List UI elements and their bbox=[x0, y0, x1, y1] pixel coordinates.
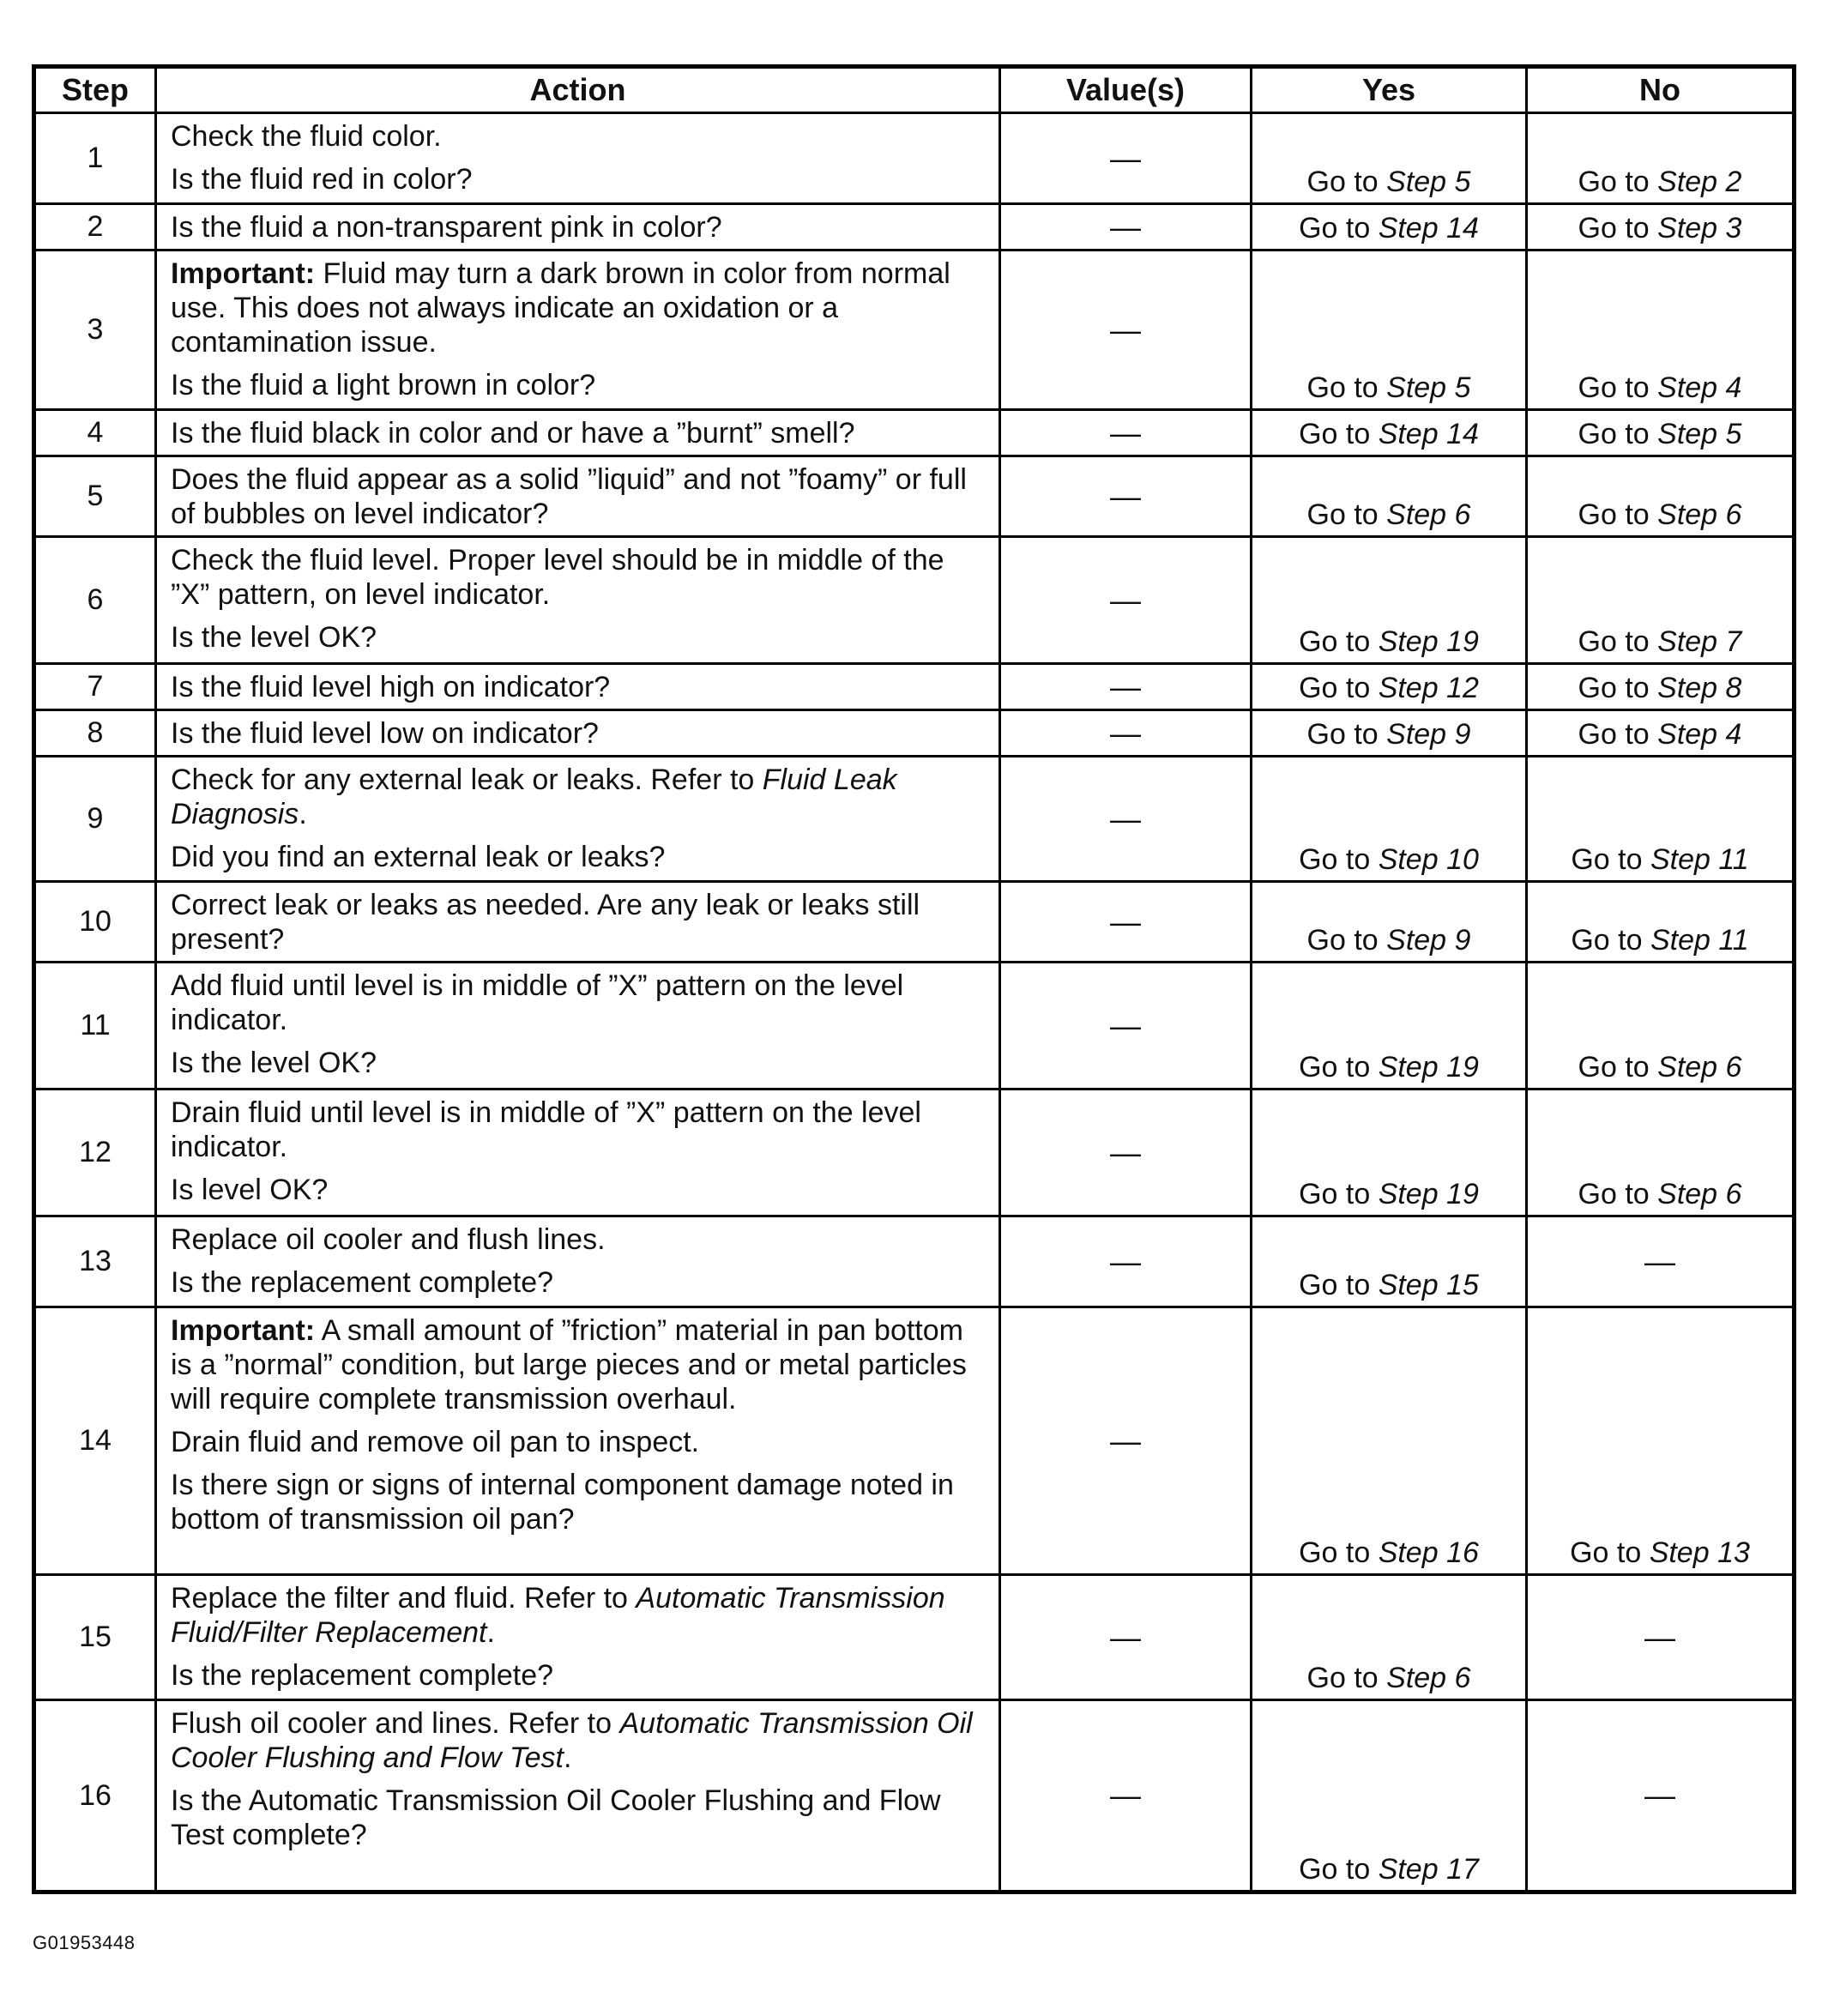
goto-step-ref: Step 6 bbox=[1386, 498, 1471, 531]
document-code: G01953448 bbox=[33, 1932, 136, 1953]
goto-step-ref: Step 6 bbox=[1657, 498, 1742, 531]
table-row bbox=[34, 882, 1795, 963]
value-cell: — bbox=[1000, 456, 1252, 537]
action-text-segment: . bbox=[486, 1616, 495, 1649]
goto-step-ref: Step 4 bbox=[1657, 371, 1742, 404]
action-text-segment: Is the level OK? bbox=[171, 621, 377, 654]
goto-prefix: Go to bbox=[1578, 1051, 1658, 1083]
header-action: Action bbox=[156, 67, 1000, 113]
header-values: Value(s) bbox=[1000, 67, 1252, 113]
goto-prefix: Go to bbox=[1578, 718, 1658, 751]
action-paragraph bbox=[171, 1468, 986, 1536]
action-text bbox=[156, 1089, 1000, 1216]
value-cell: — bbox=[1000, 710, 1252, 757]
goto-step-ref: Step 5 bbox=[1386, 166, 1471, 198]
no-goto bbox=[1527, 537, 1795, 664]
action-text bbox=[156, 456, 1000, 537]
action-text bbox=[156, 1216, 1000, 1307]
no-goto bbox=[1527, 250, 1795, 410]
goto-step-ref: Step 3 bbox=[1657, 212, 1742, 244]
goto-prefix: Go to bbox=[1299, 1178, 1379, 1210]
value-cell: — bbox=[1000, 1089, 1252, 1216]
goto-step-ref: Step 19 bbox=[1378, 1178, 1479, 1210]
goto-prefix: Go to bbox=[1299, 625, 1379, 658]
goto-step-ref: Step 11 bbox=[1650, 924, 1749, 957]
table-row bbox=[34, 757, 1795, 882]
goto-prefix: Go to bbox=[1578, 672, 1658, 704]
action-paragraph bbox=[171, 462, 986, 531]
action-paragraph bbox=[171, 1265, 986, 1300]
goto-prefix: Go to bbox=[1306, 166, 1387, 198]
action-text-segment: Replace the filter and fluid. Refer to bbox=[171, 1582, 636, 1615]
step-number: 7 bbox=[34, 664, 156, 710]
goto-prefix: Go to bbox=[1578, 166, 1658, 198]
action-text bbox=[156, 1700, 1000, 1892]
action-text-segment: Is the level OK? bbox=[171, 1047, 377, 1079]
action-text-segment: A small amount of ”friction” material in pan bottom is a ”normal” condition, but large pieces and or metal particles will require complete transmission overhaul. bbox=[171, 1314, 967, 1415]
no-goto bbox=[1527, 710, 1795, 757]
goto-step-ref: Step 19 bbox=[1378, 625, 1479, 658]
value-cell: — bbox=[1000, 113, 1252, 204]
no-goto bbox=[1527, 1089, 1795, 1216]
action-text bbox=[156, 664, 1000, 710]
goto-prefix: Go to bbox=[1571, 924, 1650, 957]
action-paragraph bbox=[171, 1581, 986, 1650]
action-text-segment: Check the fluid color. bbox=[171, 120, 442, 153]
table-row bbox=[34, 1575, 1795, 1700]
action-text-segment: Is the fluid level high on indicator? bbox=[171, 671, 611, 703]
goto-step-ref: Step 10 bbox=[1378, 843, 1479, 876]
goto-step-ref: Step 5 bbox=[1657, 418, 1742, 450]
yes-goto bbox=[1252, 710, 1527, 757]
table-row bbox=[34, 113, 1795, 204]
action-text bbox=[156, 882, 1000, 963]
goto-prefix: Go to bbox=[1299, 672, 1379, 704]
action-paragraph bbox=[171, 257, 986, 359]
step-number: 2 bbox=[34, 204, 156, 250]
goto-step-ref: Step 14 bbox=[1378, 418, 1479, 450]
yes-goto bbox=[1252, 250, 1527, 410]
action-text bbox=[156, 250, 1000, 410]
goto-prefix: Go to bbox=[1306, 924, 1387, 957]
goto-prefix: Go to bbox=[1299, 212, 1379, 244]
table-row bbox=[34, 664, 1795, 710]
value-cell: — bbox=[1000, 963, 1252, 1089]
action-text-segment: Is the replacement complete? bbox=[171, 1266, 554, 1299]
action-text-segment: Correct leak or leaks as needed. Are any leak or leaks still present? bbox=[171, 889, 920, 956]
action-paragraph bbox=[171, 416, 986, 450]
goto-prefix: Go to bbox=[1299, 1536, 1379, 1569]
yes-goto bbox=[1252, 963, 1527, 1089]
step-number: 13 bbox=[34, 1216, 156, 1307]
goto-step-ref: Step 6 bbox=[1386, 1662, 1471, 1694]
yes-goto bbox=[1252, 410, 1527, 456]
step-number: 5 bbox=[34, 456, 156, 537]
step-number: 11 bbox=[34, 963, 156, 1089]
goto-prefix: Go to bbox=[1571, 843, 1650, 876]
header-no: No bbox=[1527, 67, 1795, 113]
action-paragraph bbox=[171, 543, 986, 612]
table-header bbox=[34, 67, 1795, 113]
no-goto bbox=[1527, 410, 1795, 456]
goto-prefix: Go to bbox=[1578, 1178, 1658, 1210]
value-cell: — bbox=[1000, 537, 1252, 664]
diagnostic-table bbox=[32, 64, 1796, 1894]
yes-goto bbox=[1252, 664, 1527, 710]
action-text bbox=[156, 1307, 1000, 1575]
no-goto bbox=[1527, 757, 1795, 882]
step-number: 14 bbox=[34, 1307, 156, 1575]
action-text-segment: Did you find an external leak or leaks? bbox=[171, 841, 666, 873]
action-text bbox=[156, 963, 1000, 1089]
table-row bbox=[34, 1089, 1795, 1216]
table-row bbox=[34, 250, 1795, 410]
action-text bbox=[156, 1575, 1000, 1700]
step-number: 3 bbox=[34, 250, 156, 410]
goto-prefix: Go to bbox=[1306, 718, 1387, 751]
action-paragraph bbox=[171, 1706, 986, 1775]
yes-goto bbox=[1252, 1700, 1527, 1892]
yes-goto bbox=[1252, 1575, 1527, 1700]
value-cell: — bbox=[1000, 1307, 1252, 1575]
action-paragraph bbox=[171, 1222, 986, 1257]
header-yes: Yes bbox=[1252, 67, 1527, 113]
yes-goto bbox=[1252, 1307, 1527, 1575]
table-row bbox=[34, 410, 1795, 456]
action-text-segment: Is the fluid level low on indicator? bbox=[171, 717, 599, 750]
action-paragraph bbox=[171, 1046, 986, 1080]
action-text-segment: Check the fluid level. Proper level should be in middle of the ”X” pattern, on level indicator. bbox=[171, 544, 944, 611]
step-number: 15 bbox=[34, 1575, 156, 1700]
action-text bbox=[156, 757, 1000, 882]
value-cell: — bbox=[1000, 1700, 1252, 1892]
reference-link-text: Automatic Transmission Oil Cooler Flushing and Flow Test bbox=[171, 1707, 973, 1774]
value-cell: — bbox=[1000, 410, 1252, 456]
goto-step-ref: Step 4 bbox=[1657, 718, 1742, 751]
table-row bbox=[34, 204, 1795, 250]
goto-step-ref: Step 6 bbox=[1657, 1051, 1742, 1083]
value-cell: — bbox=[1000, 1575, 1252, 1700]
no-none: — bbox=[1527, 1575, 1795, 1700]
action-text-segment: . bbox=[563, 1741, 572, 1774]
goto-prefix: Go to bbox=[1299, 843, 1379, 876]
goto-step-ref: Step 7 bbox=[1657, 625, 1742, 658]
no-none: — bbox=[1527, 1700, 1795, 1892]
goto-prefix: Go to bbox=[1299, 1269, 1379, 1301]
action-text-segment: Is the fluid red in color? bbox=[171, 163, 473, 196]
action-paragraph bbox=[171, 716, 986, 751]
no-goto bbox=[1527, 113, 1795, 204]
table-row bbox=[34, 456, 1795, 537]
yes-goto bbox=[1252, 113, 1527, 204]
value-cell: — bbox=[1000, 882, 1252, 963]
goto-step-ref: Step 11 bbox=[1650, 843, 1749, 876]
goto-step-ref: Step 14 bbox=[1378, 212, 1479, 244]
step-number: 8 bbox=[34, 710, 156, 757]
goto-step-ref: Step 2 bbox=[1657, 166, 1742, 198]
action-paragraph bbox=[171, 368, 986, 402]
goto-step-ref: Step 16 bbox=[1378, 1536, 1479, 1569]
action-paragraph bbox=[171, 119, 986, 154]
goto-prefix: Go to bbox=[1299, 1051, 1379, 1083]
action-paragraph bbox=[171, 888, 986, 957]
action-text-segment: Replace oil cooler and flush lines. bbox=[171, 1223, 606, 1256]
goto-prefix: Go to bbox=[1299, 418, 1379, 450]
no-goto bbox=[1527, 204, 1795, 250]
action-text bbox=[156, 537, 1000, 664]
goto-step-ref: Step 6 bbox=[1657, 1178, 1742, 1210]
goto-step-ref: Step 9 bbox=[1386, 718, 1471, 751]
action-text-segment: Add fluid until level is in middle of ”X” pattern on the level indicator. bbox=[171, 969, 904, 1036]
step-number: 6 bbox=[34, 537, 156, 664]
table-row bbox=[34, 1307, 1795, 1575]
reference-link-text: Automatic Transmission Fluid/Filter Replacement bbox=[171, 1582, 945, 1649]
action-text-segment: Is the fluid a non-transparent pink in color? bbox=[171, 211, 722, 244]
no-goto bbox=[1527, 882, 1795, 963]
action-paragraph bbox=[171, 210, 986, 244]
table-row bbox=[34, 537, 1795, 664]
action-paragraph bbox=[171, 1784, 986, 1852]
action-text-segment: Drain fluid and remove oil pan to inspect. bbox=[171, 1426, 700, 1458]
goto-step-ref: Step 15 bbox=[1378, 1269, 1479, 1301]
action-paragraph bbox=[171, 1658, 986, 1693]
header-step: Step bbox=[34, 67, 156, 113]
action-text-segment: Is the Automatic Transmission Oil Cooler Flushing and Flow Test complete? bbox=[171, 1784, 941, 1851]
yes-goto bbox=[1252, 537, 1527, 664]
action-text bbox=[156, 113, 1000, 204]
table-row bbox=[34, 1700, 1795, 1892]
action-paragraph bbox=[171, 620, 986, 655]
table-row bbox=[34, 963, 1795, 1089]
action-text-segment: Is the fluid a light brown in color? bbox=[171, 369, 596, 401]
step-number: 1 bbox=[34, 113, 156, 204]
yes-goto bbox=[1252, 456, 1527, 537]
value-cell: — bbox=[1000, 204, 1252, 250]
yes-goto bbox=[1252, 204, 1527, 250]
action-paragraph bbox=[171, 969, 986, 1037]
table-row bbox=[34, 1216, 1795, 1307]
header-row bbox=[34, 67, 1795, 113]
important-label: Important: bbox=[171, 1314, 316, 1347]
yes-goto bbox=[1252, 882, 1527, 963]
yes-goto bbox=[1252, 1089, 1527, 1216]
action-paragraph bbox=[171, 670, 986, 704]
action-text-segment: Check for any external leak or leaks. Refer to bbox=[171, 764, 763, 796]
goto-step-ref: Step 5 bbox=[1386, 371, 1471, 404]
no-goto bbox=[1527, 1307, 1795, 1575]
yes-goto bbox=[1252, 757, 1527, 882]
goto-prefix: Go to bbox=[1578, 498, 1658, 531]
action-text bbox=[156, 204, 1000, 250]
goto-prefix: Go to bbox=[1306, 371, 1387, 404]
action-text-segment: Flush oil cooler and lines. Refer to bbox=[171, 1707, 620, 1740]
table-row bbox=[34, 710, 1795, 757]
goto-step-ref: Step 19 bbox=[1378, 1051, 1479, 1083]
goto-prefix: Go to bbox=[1306, 498, 1387, 531]
action-paragraph bbox=[171, 1313, 986, 1416]
important-label: Important: bbox=[171, 257, 316, 290]
step-number: 10 bbox=[34, 882, 156, 963]
no-goto bbox=[1527, 963, 1795, 1089]
goto-prefix: Go to bbox=[1578, 418, 1658, 450]
action-text-segment: . bbox=[299, 798, 307, 830]
no-none: — bbox=[1527, 1216, 1795, 1307]
goto-step-ref: Step 13 bbox=[1649, 1536, 1750, 1569]
goto-step-ref: Step 12 bbox=[1378, 672, 1479, 704]
action-paragraph bbox=[171, 763, 986, 831]
goto-prefix: Go to bbox=[1578, 371, 1658, 404]
value-cell: — bbox=[1000, 250, 1252, 410]
goto-prefix: Go to bbox=[1306, 1662, 1387, 1694]
action-text-segment: Fluid may turn a dark brown in color from normal use. This does not always indicate an oxidation or a contamination issue. bbox=[171, 257, 950, 359]
action-paragraph bbox=[171, 1173, 986, 1207]
action-paragraph bbox=[171, 1425, 986, 1459]
goto-step-ref: Step 17 bbox=[1378, 1853, 1479, 1886]
action-text bbox=[156, 710, 1000, 757]
action-text-segment: Does the fluid appear as a solid ”liquid” and not ”foamy” or full of bubbles on level indicator? bbox=[171, 463, 967, 530]
action-paragraph bbox=[171, 162, 986, 196]
value-cell: — bbox=[1000, 1216, 1252, 1307]
value-cell: — bbox=[1000, 757, 1252, 882]
yes-goto bbox=[1252, 1216, 1527, 1307]
no-goto bbox=[1527, 456, 1795, 537]
goto-step-ref: Step 9 bbox=[1386, 924, 1471, 957]
step-number: 16 bbox=[34, 1700, 156, 1892]
goto-prefix: Go to bbox=[1578, 212, 1658, 244]
goto-prefix: Go to bbox=[1570, 1536, 1650, 1569]
no-goto bbox=[1527, 664, 1795, 710]
action-paragraph bbox=[171, 840, 986, 874]
action-text-segment: Is the replacement complete? bbox=[171, 1659, 554, 1692]
action-text-segment: Is the fluid black in color and or have a ”burnt” smell? bbox=[171, 417, 855, 450]
goto-prefix: Go to bbox=[1299, 1853, 1379, 1886]
step-number: 4 bbox=[34, 410, 156, 456]
goto-step-ref: Step 8 bbox=[1657, 672, 1742, 704]
table-body bbox=[34, 113, 1795, 1892]
value-cell: — bbox=[1000, 664, 1252, 710]
reference-link-text: Fluid Leak Diagnosis bbox=[171, 764, 897, 830]
action-paragraph bbox=[171, 1096, 986, 1164]
action-text-segment: Drain fluid until level is in middle of ”X” pattern on the level indicator. bbox=[171, 1096, 921, 1163]
action-text bbox=[156, 410, 1000, 456]
action-text-segment: Is there sign or signs of internal component damage noted in bottom of transmission oil pan? bbox=[171, 1469, 954, 1536]
step-number: 12 bbox=[34, 1089, 156, 1216]
goto-prefix: Go to bbox=[1578, 625, 1658, 658]
action-text-segment: Is level OK? bbox=[171, 1174, 329, 1206]
step-number: 9 bbox=[34, 757, 156, 882]
